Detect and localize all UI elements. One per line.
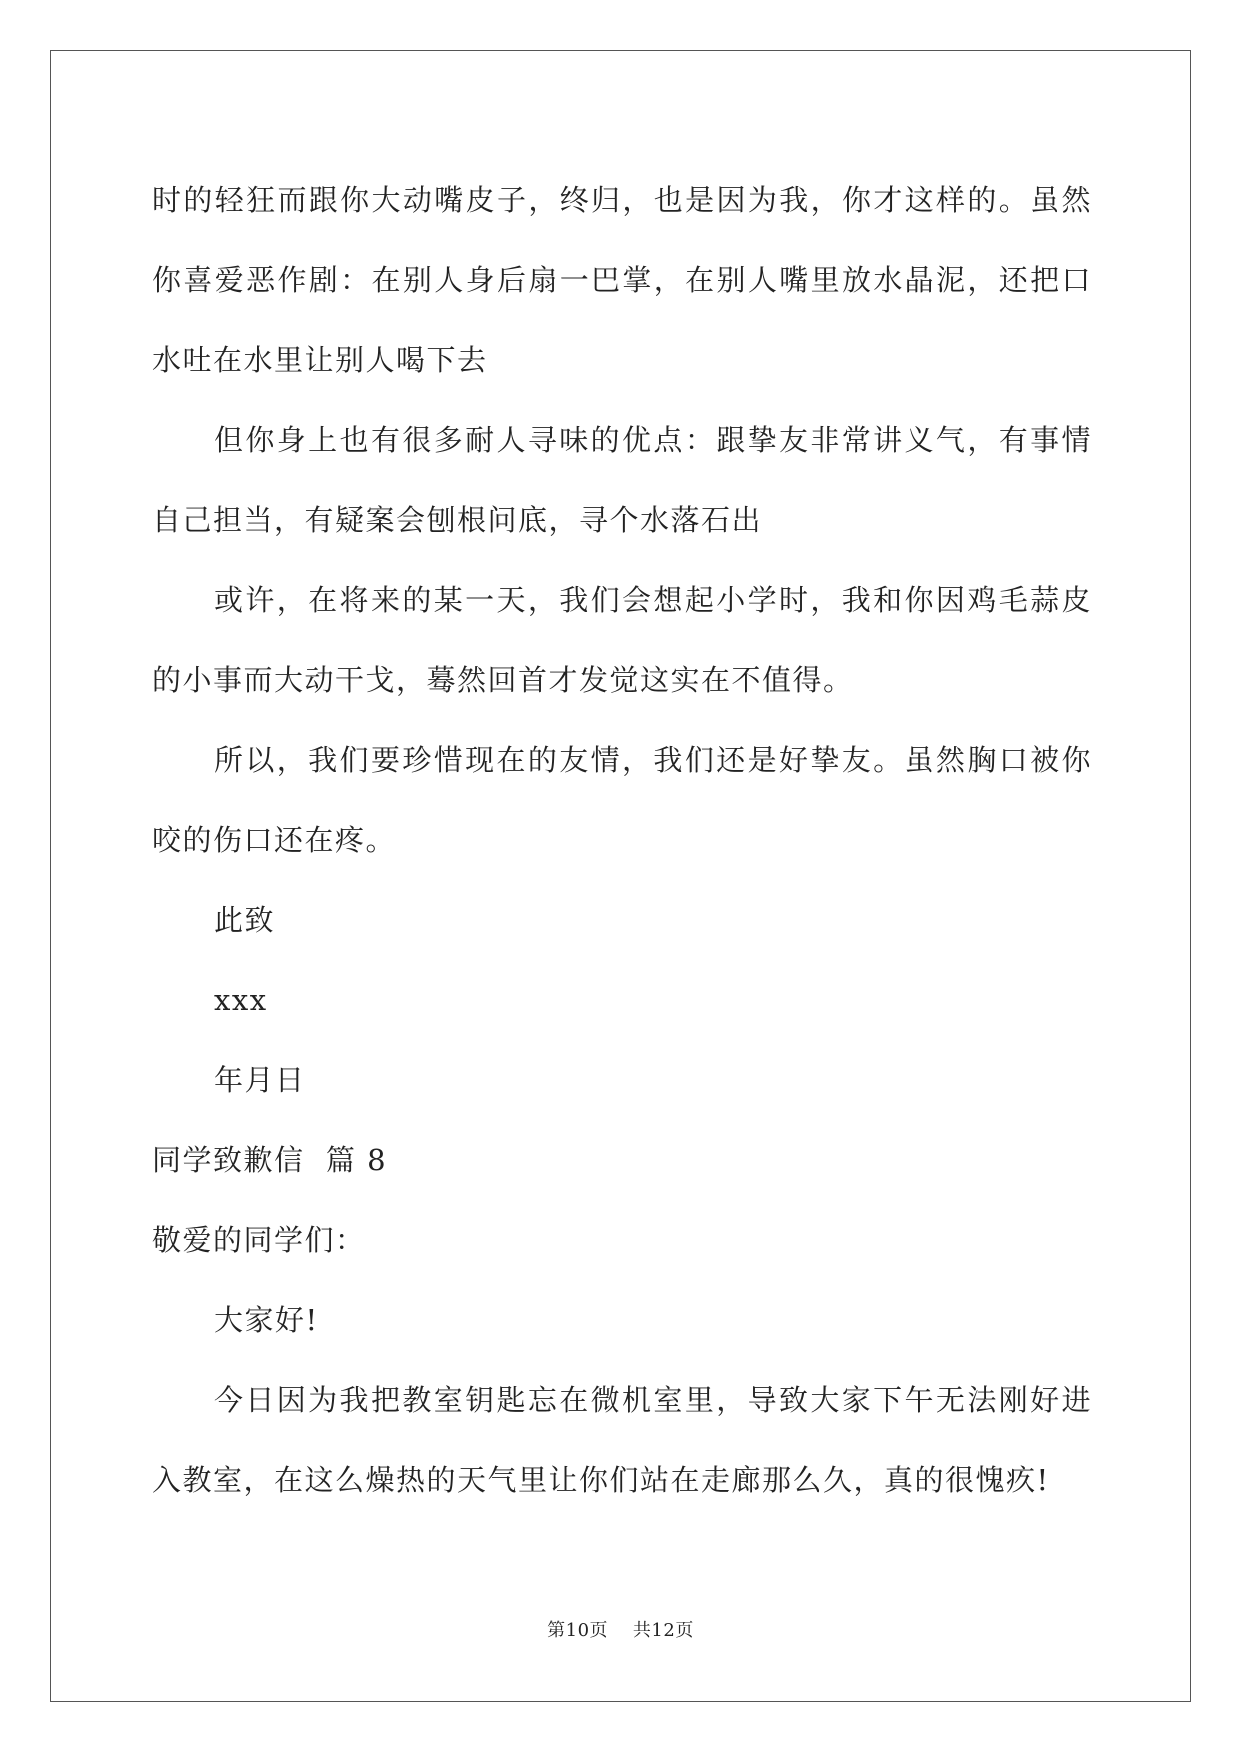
paragraph: 今日因为我把教室钥匙忘在微机室里，导致大家下午无法刚好进入教室，在这么燥热的天气里让你们站在走廊那么久，真的很愧疚!: [152, 1383, 1092, 1497]
signature-name: xxx: [214, 983, 268, 1017]
greeting: 敬爱的同学们：: [152, 1223, 366, 1257]
paragraph: 所以，我们要珍惜现在的友情，我们还是好挚友。虽然胸口被你咬的伤口还在疼。: [152, 743, 1092, 857]
paragraph: 大家好!: [214, 1303, 319, 1337]
section-heading: 同学致歉信 篇 8: [152, 1143, 388, 1177]
signature-date: 年月日: [214, 1063, 306, 1097]
page-number-footer: 第10页 共12页: [547, 1620, 694, 1641]
paragraph: 或许，在将来的某一天，我们会想起小学时，我和你因鸡毛蒜皮的小事而大动干戈，蓦然回首才发觉这实在不值得。: [152, 583, 1092, 697]
closing-salutation: 此致: [214, 903, 276, 937]
paragraph: 但你身上也有很多耐人寻味的优点：跟挚友非常讲义气，有事情自己担当，有疑案会刨根问底，寻个水落石出: [152, 423, 1092, 537]
paragraph: 时的轻狂而跟你大动嘴皮子，终归，也是因为我，你才这样的。虽然你喜爱恶作剧：在别人身后扇一巴掌，在别人嘴里放水晶泥，还把口水吐在水里让别人喝下去: [152, 183, 1092, 377]
document-body: [152, 160, 1092, 1520]
